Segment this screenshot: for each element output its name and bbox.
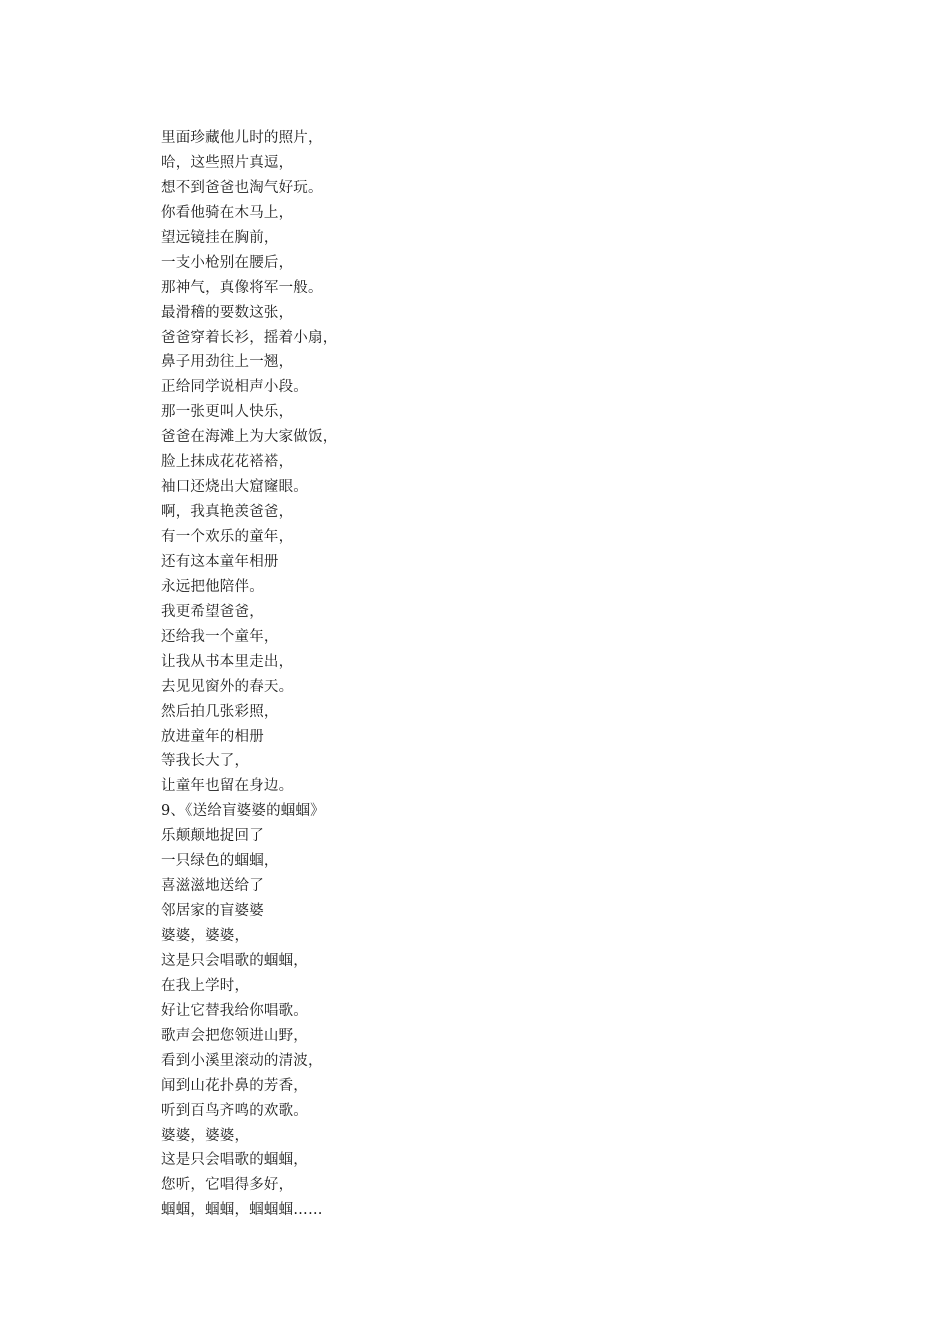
text-line: 婆婆，婆婆， <box>161 928 250 944</box>
text-line: 里面珍藏他儿时的照片， <box>161 130 323 146</box>
text-line: 鼻子用劲往上一翘， <box>161 354 294 371</box>
text-line: 等我长大了， <box>161 753 250 770</box>
text-line: 还有这本童年相册 <box>161 553 279 570</box>
text-line: 有一个欢乐的童年， <box>161 529 294 545</box>
poem-text-block <box>161 126 861 1223</box>
text-line: 在我上学时， <box>161 977 250 994</box>
text-line: 袖口还烧出大窟窿眼。 <box>161 479 308 496</box>
text-line: 正给同学说相声小段。 <box>161 379 308 396</box>
text-line: 脸上抹成花花褡褡， <box>161 454 294 471</box>
text-line: 去见见窗外的春天。 <box>161 678 294 695</box>
text-line: 歌声会把您领进山野， <box>161 1027 308 1044</box>
text-line: 爸爸在海滩上为大家做饭， <box>161 429 338 446</box>
text-line: 然后拍几张彩照， <box>161 703 279 720</box>
text-line: 放进童年的相册 <box>161 728 264 745</box>
text-line: 啊，我真艳羡爸爸， <box>161 504 294 521</box>
text-line: 我更希望爸爸， <box>161 603 264 620</box>
text-line: 你看他骑在木马上， <box>161 204 294 221</box>
text-line: 让我从书本里走出， <box>161 653 294 670</box>
text-line: 您听，它唱得多好， <box>161 1177 294 1194</box>
text-line: 这是只会唱歌的蝈蝈， <box>161 1152 308 1169</box>
text-line: 邻居家的盲婆婆 <box>161 903 264 920</box>
text-line: 哈，这些照片真逗， <box>161 154 294 171</box>
text-line: 看到小溪里滚动的清波， <box>161 1052 323 1069</box>
text-line: 望远镜挂在胸前， <box>161 229 279 246</box>
text-line: 一支小枪别在腰后， <box>161 254 294 271</box>
text-line: 好让它替我给你唱歌。 <box>161 1002 308 1019</box>
text-line: 这是只会唱歌的蝈蝈， <box>161 952 308 969</box>
text-line: 永远把他陪伴。 <box>161 578 264 595</box>
text-line: 最滑稽的要数这张， <box>161 304 294 321</box>
text-line: 还给我一个童年， <box>161 628 279 645</box>
text-line: 让童年也留在身边。 <box>161 778 294 795</box>
section-heading: 9、《送给盲婆婆的蝈蝈》 <box>161 803 325 820</box>
text-line: 喜滋滋地送给了 <box>161 878 264 895</box>
text-line: 乐颠颠地捉回了 <box>161 828 264 845</box>
text-line: 想不到爸爸也淘气好玩。 <box>161 179 323 196</box>
text-line: 闻到山花扑鼻的芳香， <box>161 1077 308 1094</box>
text-line: 婆婆，婆婆， <box>161 1127 250 1144</box>
text-line: 蝈蝈，蝈蝈，蝈蝈蝈…… <box>161 1202 323 1219</box>
text-line: 那一张更叫人快乐， <box>161 404 294 421</box>
text-line: 听到百鸟齐鸣的欢歌。 <box>161 1102 308 1119</box>
text-line: 一只绿色的蝈蝈， <box>161 853 279 870</box>
text-line: 爸爸穿着长衫，摇着小扇， <box>161 329 338 346</box>
text-line: 那神气，真像将军一般。 <box>161 279 323 296</box>
